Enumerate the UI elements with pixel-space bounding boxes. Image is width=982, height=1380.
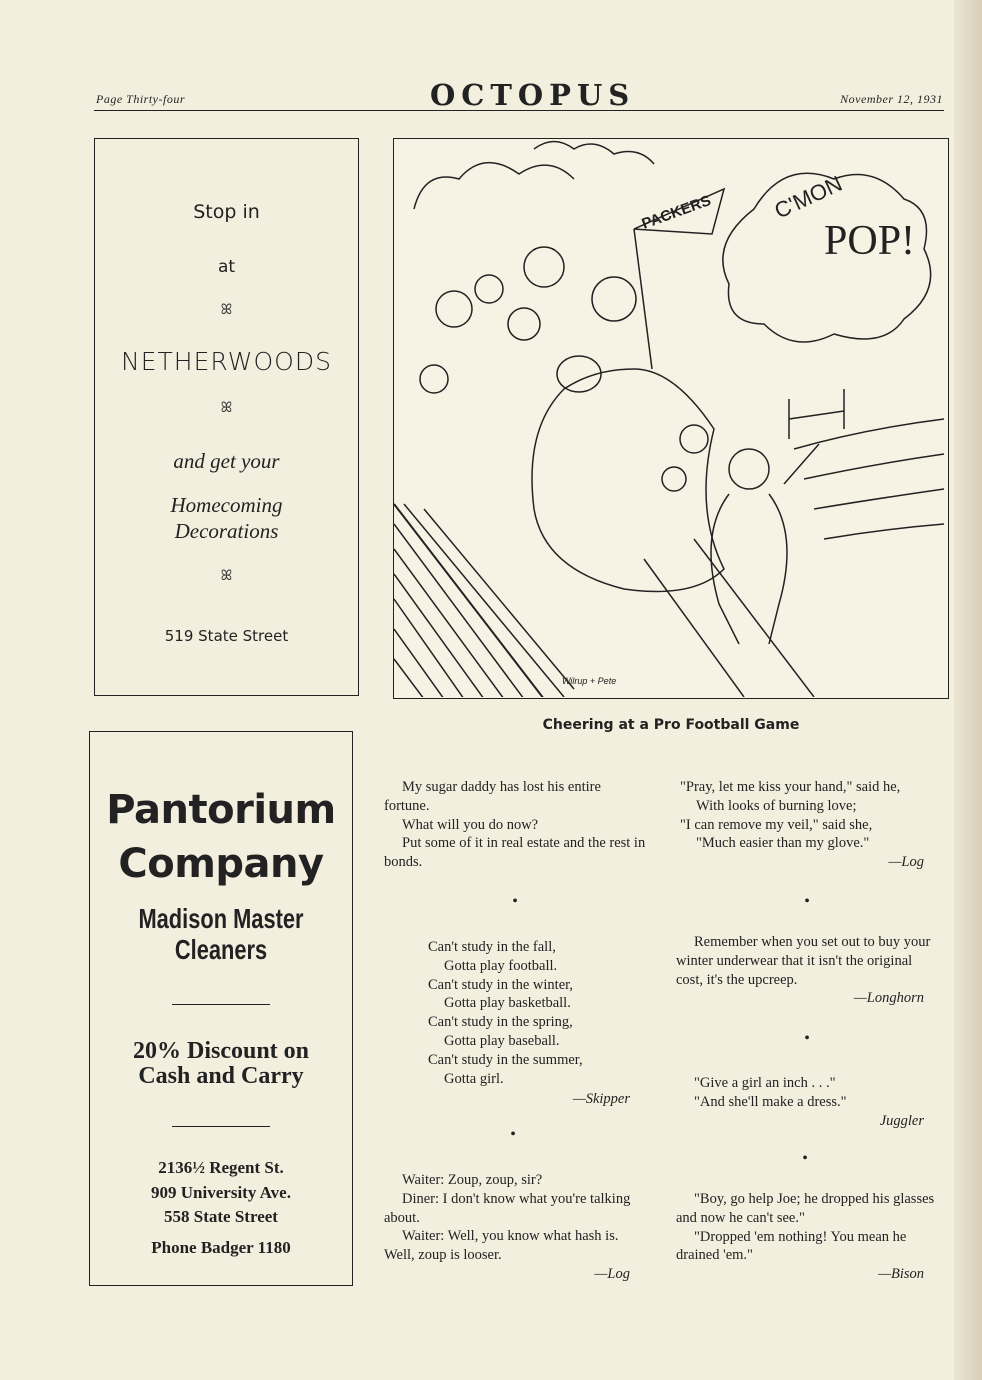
ad-line-stop-in: Stop in (193, 201, 260, 223)
separator-bullet: • (510, 1126, 516, 1143)
joke-text: My sugar daddy has lost his entire fortune. (384, 779, 601, 814)
scroll-ornament-icon: ꕤ (220, 401, 233, 416)
ad-line-at: at (217, 257, 236, 277)
issue-date: November 12, 1931 (840, 92, 943, 106)
shout-pop: POP! (824, 218, 916, 264)
joke-source: Juggler (879, 1112, 924, 1129)
address-state: 558 State Street (164, 1207, 278, 1226)
joke-kiss-hand (676, 778, 942, 872)
joke-source: —Log (888, 854, 924, 871)
header-rule (94, 110, 944, 111)
divider-rule (172, 1126, 270, 1127)
poem-line: Can't study in the spring, (428, 1014, 573, 1031)
poem-line: "Give a girl an inch . . ." (694, 1075, 836, 1091)
page-number-label: Page Thirty-four (96, 92, 185, 106)
shout-cmon: C'MON (770, 170, 846, 224)
ad-line-decorations: Decorations (174, 519, 279, 543)
poem-line: "Pray, let me kiss your hand," said he, (680, 779, 901, 795)
tagline-cleaners: Cleaners (174, 934, 268, 965)
poem-line: Can't study in the summer, (428, 1051, 583, 1068)
scroll-ornament-icon: ꕤ (220, 303, 233, 318)
poem-line: "Much easier than my glove." (696, 835, 870, 852)
banner-text: PACKERS (639, 192, 714, 233)
joke-text: Put some of it in real estate and the rest in bonds. (384, 835, 646, 871)
netherwoods-ad (94, 138, 359, 696)
ad-line-get-your: and get your (173, 449, 280, 473)
poem-line: "I can remove my veil," said she, (680, 816, 873, 833)
pantorium-name-2: Company (118, 841, 324, 887)
joke-zoup (384, 1171, 648, 1284)
joke-boy-help-joe (676, 1190, 942, 1284)
joke-text: Diner: I don't know what you're talking about. (384, 1190, 631, 1226)
joke-text: Waiter: Well, you know what hash is. Well, zoup is looser. (384, 1228, 619, 1264)
joke-text: Remember when you set out to buy your winter underwear that it isn't the original cost, it's the upcreep. (676, 934, 931, 988)
artist-signature: Wilrup + Pete (562, 676, 617, 686)
discount-line-2: Cash and Carry (138, 1063, 304, 1089)
joke-source: —Log (594, 1265, 630, 1282)
joke-underwear (676, 933, 942, 1008)
ad-line-homecoming: Homecoming (170, 493, 283, 517)
poem-line: Gotta play baseball. (444, 1032, 560, 1049)
joke-source: —Bison (878, 1266, 924, 1283)
cartoon-caption: Cheering at a Pro Football Game (542, 717, 800, 733)
joke-text: "Boy, go help Joe; he dropped his glasses and now he can't see." (676, 1191, 935, 1226)
netherwoods-address: 519 State Street (164, 627, 289, 645)
joke-source: —Skipper (572, 1091, 630, 1108)
joke-text: What will you do now? (402, 816, 539, 833)
magazine-title: OCTOPUS (430, 78, 636, 112)
separator-bullet: • (512, 893, 518, 910)
pantorium-ad (89, 731, 353, 1286)
address-university: 909 University Ave. (151, 1183, 291, 1202)
cartoon-drawing (394, 139, 947, 697)
poem-line: With looks of burning love; (696, 797, 857, 814)
poem-line: Can't study in the fall, (428, 939, 556, 955)
separator-bullet: • (804, 893, 810, 910)
netherwoods-name: NETHERWOODS (121, 347, 332, 376)
joke-cant-study (384, 938, 648, 1109)
separator-bullet: • (802, 1150, 808, 1167)
divider-rule (172, 1004, 270, 1005)
poem-line: Can't study in the winter, (428, 976, 573, 993)
address-regent: 2136½ Regent St. (158, 1158, 284, 1177)
scroll-ornament-icon: ꕤ (220, 569, 233, 584)
poem-line: "And she'll make a dress." (694, 1093, 847, 1110)
poem-line: Gotta play basketball. (444, 995, 571, 1012)
joke-source: —Longhorn (853, 990, 924, 1007)
pantorium-name-1: Pantorium (106, 787, 336, 833)
page-binding-edge (954, 0, 982, 1380)
tagline-madison-master: Madison Master (138, 903, 304, 934)
discount-line-1: 20% Discount on (132, 1038, 310, 1064)
joke-sugar-daddy (384, 778, 648, 872)
phone-number: Phone Badger 1180 (151, 1238, 291, 1257)
separator-bullet: • (804, 1030, 810, 1047)
poem-line: Gotta play football. (444, 957, 558, 974)
joke-text: Waiter: Zoup, zoup, sir? (402, 1172, 543, 1188)
joke-text: "Dropped 'em nothing! You mean he drained 'em." (676, 1228, 907, 1264)
cartoon-illustration (393, 138, 949, 699)
joke-give-inch (676, 1074, 942, 1130)
poem-line: Gotta girl. (444, 1070, 504, 1087)
